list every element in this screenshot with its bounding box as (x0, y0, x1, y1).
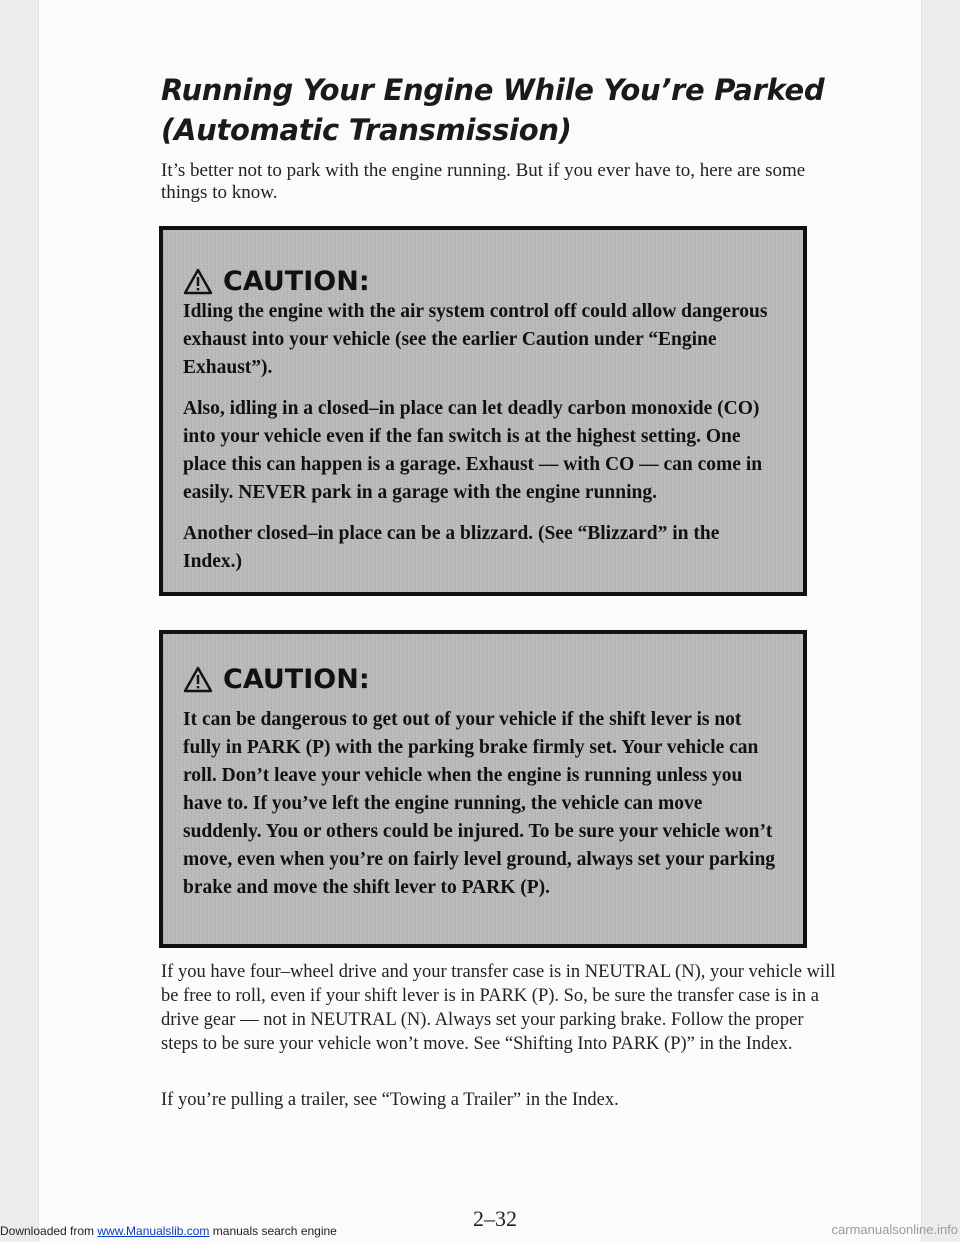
heading-line-2: (Automatic Transmission) (161, 113, 572, 147)
download-footer (0, 1224, 337, 1238)
caution-title-2 (183, 664, 370, 695)
caution-paragraph: Idling the engine with the air system control off could allow dangerous exhaust into your vehicle (see the earlier Caution under “Engine Exhaust”). (183, 301, 768, 378)
caution-body-1 (183, 298, 783, 589)
caution-box-2 (159, 630, 807, 948)
heading-line-1: Running Your Engine While You’re Parked (161, 73, 825, 107)
caution-label: CAUTION: (223, 266, 370, 297)
manualslib-link[interactable]: www.Manualslib.com (97, 1224, 210, 1238)
footer-prefix: Downloaded from (0, 1224, 98, 1238)
caution-body-2 (183, 706, 783, 915)
page-number: 2–32 (473, 1206, 517, 1231)
watermark-text: carmanualsonline.info (831, 1222, 958, 1237)
caution-title-1 (183, 266, 370, 297)
warning-triangle-icon (183, 666, 213, 693)
body-paragraph-four-wheel-drive: If you have four–wheel drive and your transfer case is in NEUTRAL (N), your vehicle will be free to roll, even if your shift lever is in PARK (P). So, be sure the transfer case is in a drive gear — not in NEUTRAL (N). Always set your parking brake. Follow the proper steps to be sure your vehicle won’t move. See “Shifting Into PARK (P)” in the Index. (161, 962, 836, 1054)
footer-suffix: manuals search engine (209, 1224, 337, 1238)
section-heading (161, 70, 861, 150)
caution-box-1 (159, 226, 807, 596)
caution-label: CAUTION: (223, 664, 370, 695)
warning-triangle-icon (183, 268, 213, 295)
caution-paragraph: It can be dangerous to get out of your vehicle if the shift lever is not fully in PARK (P) with the parking brake firmly set. Your vehicle can roll. Don’t leave your vehicle when the engine is running unless you have to. If you’ve left the engine running, the vehicle can move suddenly. You or others could be injured. To be sure your vehicle won’t move, even when you’re on fairly level ground, always set your parking brake and move the shift lever to PARK (P). (183, 709, 776, 898)
intro-paragraph: It’s better not to park with the engine running. But if you ever have to, here are some things to know. (161, 160, 806, 203)
body-paragraph-trailer: If you’re pulling a trailer, see “Towing a Trailer” in the Index. (161, 1090, 619, 1110)
caution-paragraph: Another closed–in place can be a blizzard. (See “Blizzard” in the Index.) (183, 523, 720, 572)
caution-paragraph: Also, idling in a closed–in place can let deadly carbon monoxide (CO) into your vehicle even if the fan switch is at the highest setting. One place this can happen is a garage. Exhaust — with CO — can come in easily. NEVER park in a garage with the engine running. (183, 398, 763, 503)
